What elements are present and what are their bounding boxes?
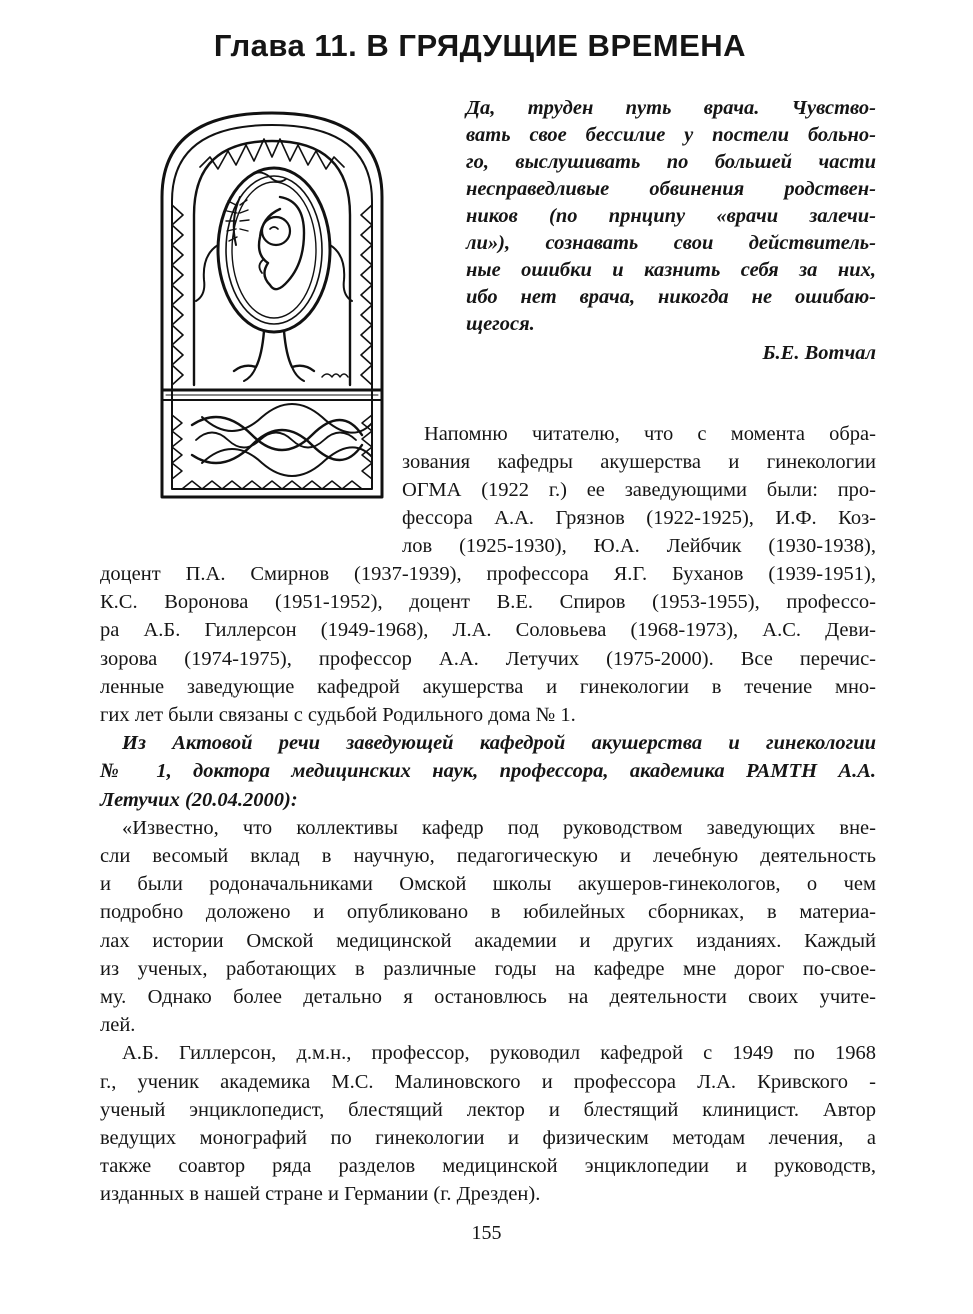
heading-line: Из Актовой речи заведующей кафедрой акушерства и гинекологии: [122, 732, 876, 755]
page-number: 155: [471, 1222, 502, 1244]
epigraph-author: Б.Е. Вотчал: [762, 342, 876, 364]
paragraph-gillerson: [100, 1039, 876, 1208]
text-line: ОГМА (1922 г.) ее заведующими были: про-: [402, 479, 876, 501]
text-line: подробно доложено и опубликовано в юбилейных сборниках, в материа-: [100, 901, 876, 924]
text-line: ра А.Б. Гиллерсон (1949-1968), Л.А. Соловьева (1968-1973), А.С. Деви-: [100, 619, 876, 642]
text-line: А.Б. Гиллерсон, д.м.н., профессор, руководил кафедрой с 1949 по 1968: [122, 1042, 876, 1065]
text-line: г., ученик академика М.С. Малиновского и профессора Л.А. Кривского -: [100, 1070, 876, 1093]
epigraph-line: го, выслушивать по большей части: [466, 151, 876, 173]
text-line: фессора А.А. Грязнов (1922-1925), И.Ф. Коз-: [402, 507, 876, 529]
text-line: ленные заведующие кафедрой акушерства и гинекологии в течение мно-: [100, 675, 876, 698]
text-line: сли весомый вклад в научную, педагогическую и лечебную деятельность: [100, 845, 876, 868]
text-line: Напомню читателю, что с момента обра-: [424, 423, 876, 445]
text-line: и были родоначальниками Омской школы акушеров-гинекологов, о чем: [100, 873, 876, 896]
text-line: ведущих монографий по гинекологии и физическим методам лечения, а: [100, 1127, 876, 1150]
text-line: доцент П.А. Смирнов (1937-1939), профессора Я.Г. Буханов (1939-1951),: [100, 563, 876, 585]
text-line: лей.: [100, 1014, 136, 1037]
text-line: лах истории Омской медицинской академии и других изданиях. Каждый: [100, 929, 876, 952]
epigraph-line: ли»), сознавать свои действитель-: [466, 232, 876, 254]
chapter-title: Глава 11. В ГРЯДУЩИЕ ВРЕМЕНА: [213, 28, 747, 63]
epigraph-line: несправедливые обвинения родствен-: [466, 178, 876, 200]
main-text: [100, 560, 876, 1209]
text-line: из ученых, работающих в различные годы на кафедре мне дорог по-свое-: [100, 957, 876, 980]
epigraph-line: ибо нет врача, никогда не ошибаю-: [466, 286, 876, 308]
epigraph-line: щегося.: [466, 313, 535, 335]
epigraph-line: ные ошибки и казнить себя за них,: [466, 259, 876, 281]
text-line: зования кафедры акушерства и гинекологии: [402, 451, 876, 473]
epigraph-line: вать свое бессилие у постели больно-: [466, 124, 876, 146]
epigraph-line: Да, труден путь врача. Чувство-: [466, 97, 876, 119]
text-line: К.С. Воронова (1951-1952), доцент В.Е. Спиров (1953-1955), профессо-: [100, 591, 876, 614]
text-line: му. Однако более детально я остановлюсь на деятельности своих учите-: [100, 986, 876, 1009]
epigraph: [466, 95, 876, 367]
paragraph-intro-narrow: [402, 420, 876, 560]
text-line: зорова (1974-1975), профессор А.А. Летучих (1975-2000). Все перечис-: [100, 647, 876, 670]
text-line: «Известно, что коллективы кафедр под руководством заведующих вне-: [122, 816, 876, 839]
text-line: гих лет были связаны с судьбой Родильного дома № 1.: [100, 704, 576, 727]
text-line: также соавтор ряда разделов медицинской энциклопедии и руководств,: [100, 1155, 876, 1178]
text-line: лов (1925-1930), Ю.А. Лейбчик (1930-1938),: [402, 535, 876, 557]
text-line: ученый энциклопедист, блестящий лектор и блестящий клиницист. Автор: [100, 1098, 876, 1121]
heading-line: № 1, доктора медицинских наук, профессора, академика РАМТН А.А.: [100, 760, 876, 783]
speech-heading: [100, 729, 876, 814]
heading-line: Летучих (20.04.2000):: [100, 788, 298, 811]
epigraph-line: ников (по прнципу «врачи залечи-: [466, 205, 876, 227]
paragraph-quote: [100, 814, 876, 1040]
embryo-in-arch-icon: [152, 105, 392, 505]
text-line: изданных в нашей стране и Германии (г. Дрезден).: [100, 1183, 541, 1206]
